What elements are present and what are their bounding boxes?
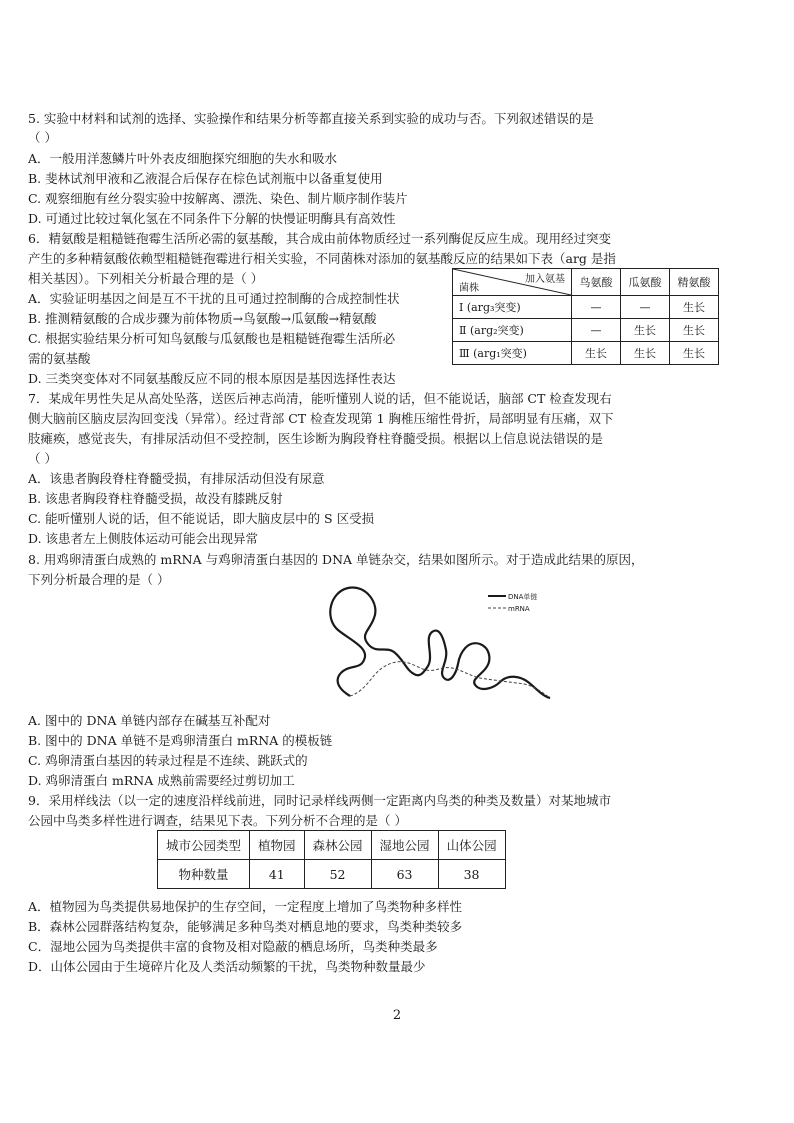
q6-stem-line-1: 6．精氨酸是粗糙链孢霉生活所必需的氨基酸，其合成由前体物质经过一系列酶促反应生成。现用经过突变 (28, 231, 611, 246)
header-cell: 山体公园 (438, 831, 505, 860)
table-row (158, 860, 506, 889)
header-cell: 鸟氨酸 (572, 269, 621, 296)
q6-option-a: A．实验证明基因之间是互不干扰的且可通过控制酶的合成控制性状 (28, 291, 400, 306)
q9-option-b: B．森林公园群落结构复杂，能够满足多种鸟类对栖息地的要求，鸟类种类较多 (28, 919, 463, 934)
q6-option-d: D. 三类突变体对不同氨基酸反应不同的根本原因是基因选择性表达 (28, 371, 396, 386)
table-row (453, 296, 719, 319)
header-cell: 森林公园 (304, 831, 371, 860)
q5-option-d: D. 可通过比较过氧化氢在不同条件下分解的快慢证明酶具有高效性 (28, 211, 396, 226)
q7-option-c: C. 能听懂别人说的话，但不能说话，即大脑皮层中的 S 区受损 (28, 511, 375, 526)
corner-bottom-label: 菌株 (459, 283, 479, 294)
table-cell: — (621, 296, 670, 319)
hybridization-figure (320, 578, 560, 708)
q5-option-b: B. 斐林试剂甲液和乙液混合后保存在棕色试剂瓶中以备重复使用 (28, 171, 383, 186)
q9-stem-line-2: 公园中鸟类多样性进行调查，结果见下表。下列分析不合理的是（ ） (28, 813, 407, 828)
q7-option-d: D. 该患者左上侧肢体运动可能会出现异常 (28, 531, 259, 546)
q6-option-c-cont: 需的氨基酸 (28, 351, 91, 366)
q6-strain-table (452, 268, 719, 365)
row-label: Ⅱ (arg₂突变) (453, 319, 572, 342)
q6-stem-line-3: 相关基因）。下列相关分析最合理的是（ ） (28, 271, 264, 286)
q6-stem-line-2: 产生的多种精氨酸依赖型粗糙链孢霉进行相关实验，不同菌株对添加的氨基酸反应的结果如下表（arg 是指 (28, 251, 616, 266)
legend-dna-label: DNA单链 (508, 593, 538, 601)
q7-answer-paren: （ ） (28, 451, 57, 466)
table-cell: 生长 (621, 319, 670, 342)
q9-option-d: D．山体公园由于生境碎片化及人类活动频繁的干扰，鸟类物种数量最少 (28, 959, 426, 974)
q5-stem: 5. 实验中材料和试剂的选择、实验操作和结果分析等都直接关系到实验的成功与否。下列叙述错误的是 (28, 111, 594, 126)
q9-option-a: A．植物园为鸟类提供易地保护的生存空间，一定程度上增加了鸟类物种多样性 (28, 899, 463, 914)
q5-option-a: A．一般用洋葱鳞片叶外表皮细胞探究细胞的失水和吸水 (28, 151, 338, 166)
header-cell: 湿地公园 (371, 831, 438, 860)
table-cell: 41 (250, 860, 305, 889)
table-cell: 生长 (572, 342, 621, 365)
q8-stem-line-2: 下列分析最合理的是（ ） (28, 572, 170, 587)
table-cell: 生长 (670, 319, 719, 342)
table-cell: 生长 (670, 342, 719, 365)
header-cell: 瓜氨酸 (621, 269, 670, 296)
row-label: Ⅰ (arg₃突变) (453, 296, 572, 319)
header-cell: 城市公园类型 (158, 831, 250, 860)
row-label: 物种数量 (158, 860, 250, 889)
q8-option-b: B. 图中的 DNA 单链不是鸡卵清蛋白 mRNA 的模板链 (28, 733, 333, 748)
table-cell: 63 (371, 860, 438, 889)
corner-top-label: 加入氨基 (525, 274, 565, 285)
q7-option-a: A．该患者胸段脊柱脊髓受损，有排尿活动但没有尿意 (28, 471, 325, 486)
q9-option-c: C．湿地公园为鸟类提供丰富的食物及相对隐蔽的栖息场所，鸟类种类最多 (28, 939, 438, 954)
table-corner-cell (453, 269, 572, 296)
table-cell: — (572, 319, 621, 342)
q9-bird-species-table (157, 830, 506, 889)
table-cell: 52 (304, 860, 371, 889)
q6-option-b: B. 推测精氨酸的合成步骤为前体物质→鸟氨酸→瓜氨酸→精氨酸 (28, 311, 377, 326)
q8-option-d: D. 鸡卵清蛋白 mRNA 成熟前需要经过剪切加工 (28, 773, 295, 788)
table-row (453, 319, 719, 342)
table-row (158, 831, 506, 860)
q7-stem-line-3: 肢瘫痪，感觉丧失，有排尿活动但不受控制，医生诊断为胸段脊柱脊髓受损。根据以上信息说法错误的是 (28, 431, 604, 446)
header-cell: 植物园 (250, 831, 305, 860)
table-row (453, 269, 719, 296)
page-number: 2 (392, 1008, 402, 1023)
table-cell: 38 (438, 860, 505, 889)
header-cell: 精氨酸 (670, 269, 719, 296)
q6-option-c: C. 根据实验结果分析可知鸟氨酸与瓜氨酸也是粗糙链孢霉生活所必 (28, 331, 396, 346)
legend-mrna-label: mRNA (508, 605, 530, 613)
q9-stem-line-1: 9．采用样线法（以一定的速度沿样线前进，同时记录样线两侧一定距离内鸟类的种类及数量）对某地城市 (28, 793, 611, 808)
q8-option-a: A. 图中的 DNA 单链内部存在碱基互补配对 (28, 713, 271, 728)
table-cell: — (572, 296, 621, 319)
q5-option-c: C. 观察细胞有丝分裂实验中按解离、漂洗、染色、制片顺序制作装片 (28, 191, 408, 206)
q7-stem-line-2: 侧大脑前区脑皮层沟回变浅（异常）。经过背部 CT 检查发现第 1 胸椎压缩性骨折，局部明显有压痛，双下 (28, 411, 614, 426)
table-cell: 生长 (670, 296, 719, 319)
q7-option-b: B. 该患者胸段脊柱脊髓受损，故没有膝跳反射 (28, 491, 283, 506)
q5-answer-paren: （ ） (28, 130, 57, 145)
table-row (453, 342, 719, 365)
table-cell: 生长 (621, 342, 670, 365)
row-label: Ⅲ (arg₁突变) (453, 342, 572, 365)
q8-stem-line-1: 8. 用鸡卵清蛋白成熟的 mRNA 与鸡卵清蛋白基因的 DNA 单链杂交，结果如图所示。对于造成此结果的原因， (28, 552, 644, 567)
q7-stem-line-1: 7．某成年男性失足从高处坠落，送医后神志尚清，能听懂别人说的话，但不能说话，脑部 CT 检查发现右 (28, 391, 612, 406)
q8-option-c: C. 鸡卵清蛋白基因的转录过程是不连续、跳跃式的 (28, 753, 308, 768)
